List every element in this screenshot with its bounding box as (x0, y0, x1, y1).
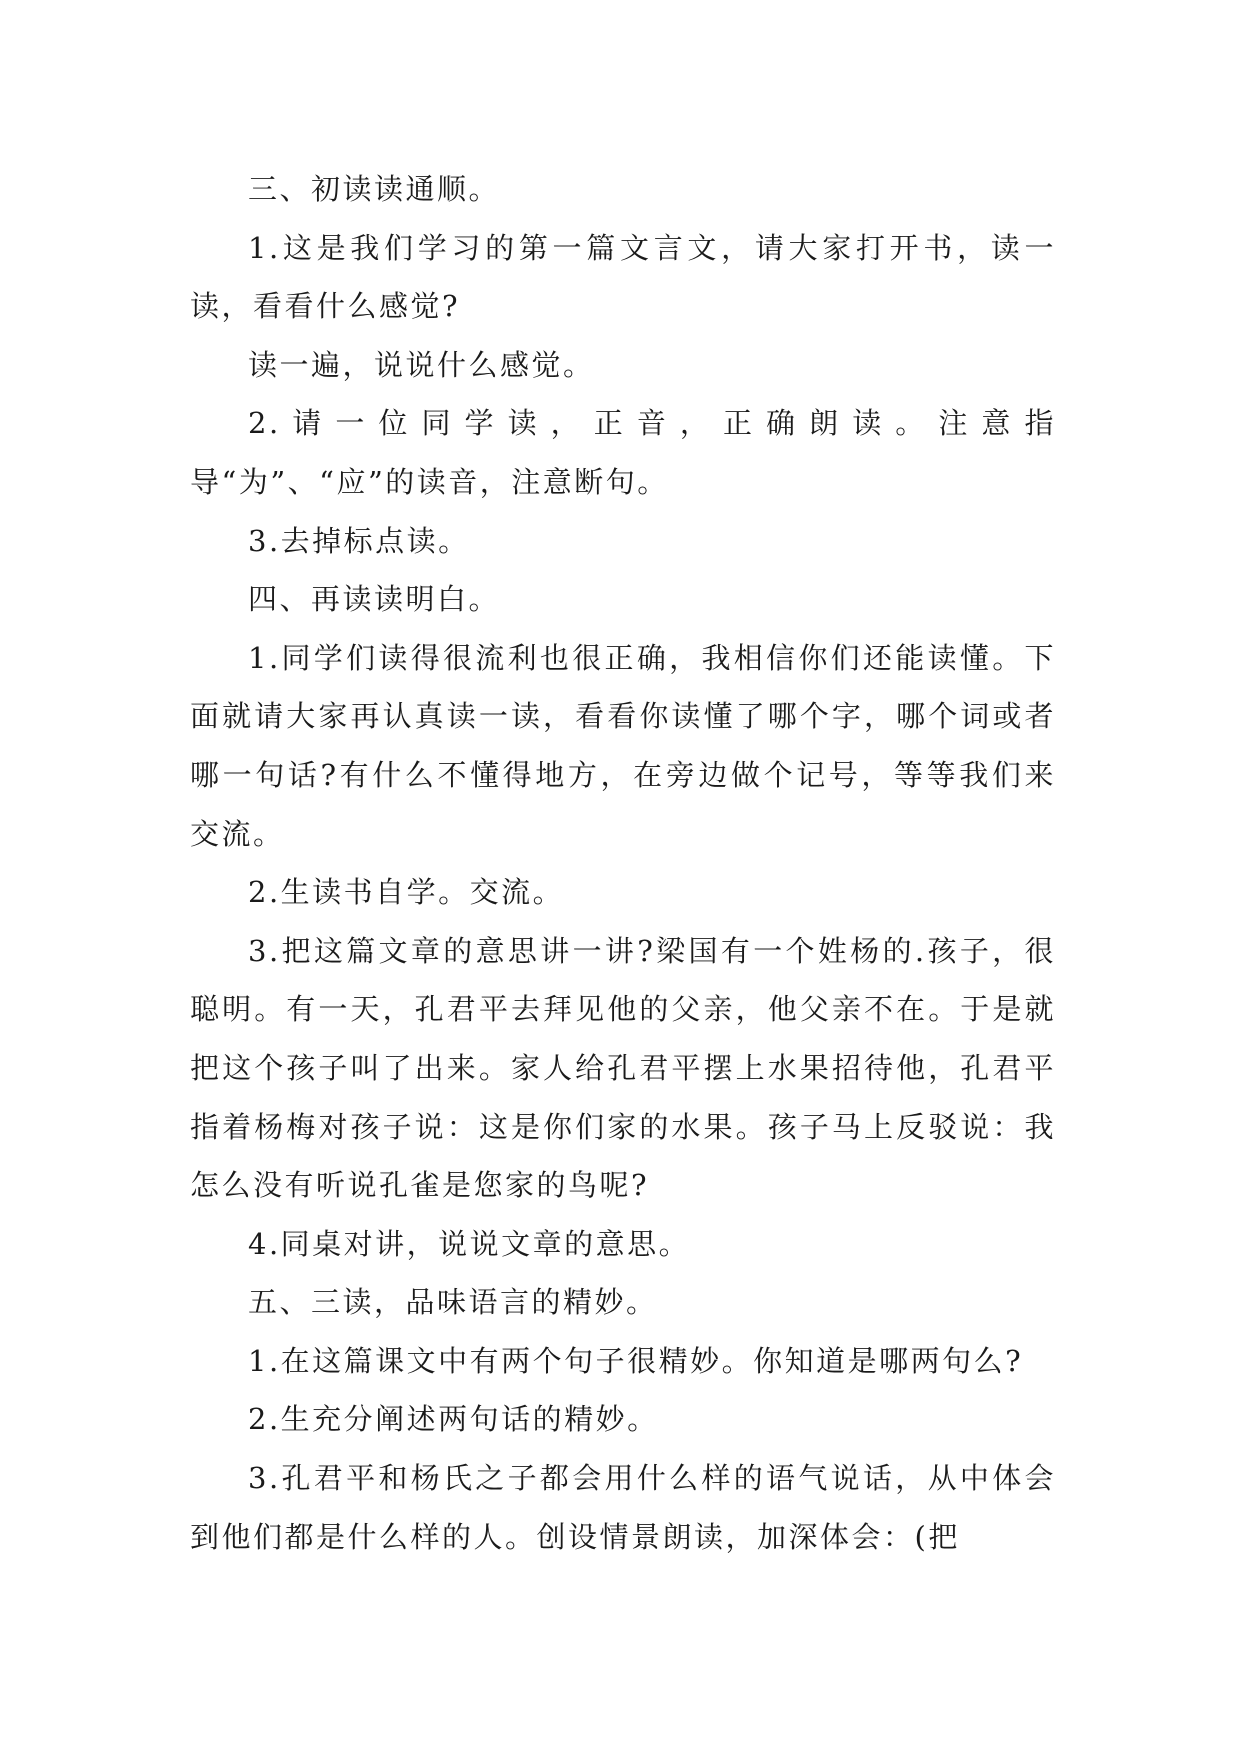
section-heading-4: 四、再读读明白。 (248, 582, 501, 617)
paragraph: 1.同学们读得很流利也很正确，我相信你们还能读懂。下面就请大家再认真读一读，看看你读懂了哪个字，哪个词或者哪一句话?有什么不懂得地方，在旁边做个记号，等等我们来交流。 (190, 640, 1056, 851)
paragraph: 3.孔君平和杨氏之子都会用什么样的语气说话，从中体会到他们都是什么样的人。创设情景朗读，加深体会：(把 (190, 1461, 1056, 1554)
document-body (190, 160, 1056, 1566)
section-heading-3: 三、初读读通顺。 (248, 172, 501, 206)
paragraph: 3.把这篇文章的意思讲一讲?梁国有一个姓杨的.孩子，很聪明。有一天，孔君平去拜见他的父亲，他父亲不在。于是就把这个孩子叫了出来。家人给孔君平摆上水果招待他，孔君平指着杨梅对孩子说：这是你们家的水果。孩子马上反驳说：我怎么没有听说孔雀是您家的鸟呢? (190, 933, 1056, 1203)
paragraph: 读一遍，说说什么感觉。 (248, 347, 595, 382)
paragraph: 3.去掉标点读。 (248, 523, 470, 558)
paragraph: 1.这是我们学习的第一篇文言文，请大家打开书，读一读，看看什么感觉? (190, 230, 1056, 324)
paragraph: 1.在这篇课文中有两个句子很精妙。你知道是哪两句么? (248, 1343, 1024, 1378)
section-heading-5: 五、三读，品味语言的精妙。 (248, 1285, 658, 1320)
paragraph: 4.同桌对讲，说说文章的意思。 (248, 1226, 691, 1261)
paragraph: 2.生充分阐述两句话的精妙。 (248, 1402, 659, 1437)
paragraph: 2.生读书自学。交流。 (248, 875, 565, 910)
paragraph: 2.请一位同学读，正音，正确朗读。注意指导“为”、“应”的读音，注意断句。 (190, 406, 1056, 499)
